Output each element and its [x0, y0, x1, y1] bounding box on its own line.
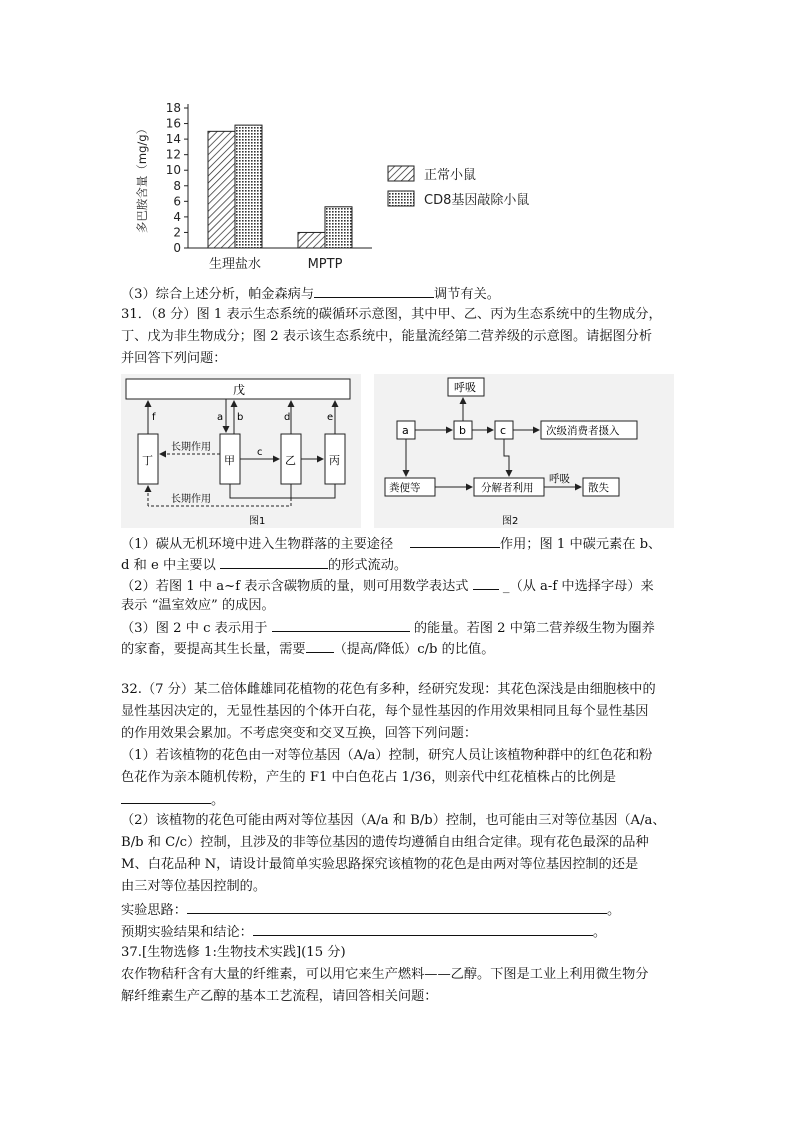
- label-wu: 戊: [233, 383, 246, 397]
- q31-p1b: 作用；图 1 中碳元素在 b、: [499, 537, 662, 552]
- q31-part3-b: [121, 639, 494, 659]
- label-bing: 丙: [329, 454, 340, 467]
- q3-text-a: （3）综合上述分析，帕金森病与: [121, 287, 315, 302]
- legend-swatch-normal: [388, 166, 414, 181]
- legend-label-cd8: CD8基因敲除小鼠: [424, 193, 530, 208]
- q32-line-5: 色花作为亲本随机传粉，产生的 F1 中白色花占 1/36，则亲代中红花植株占的比例是: [121, 770, 616, 785]
- long-term-label-1: 长期作用: [171, 442, 211, 453]
- q32-line-6: [121, 790, 224, 810]
- figure-1-caption: 图1: [249, 516, 266, 527]
- figure-1-carbon-cycle: [121, 374, 361, 528]
- q32-experiment-idea: [121, 900, 620, 920]
- q31-p3d: （提高/降低）c/b 的比值。: [333, 642, 495, 657]
- q32-l11e: 。: [606, 903, 621, 918]
- q31-part1-b: [121, 555, 407, 575]
- q32-l6: 。: [211, 793, 225, 808]
- q31-part2-a: [121, 576, 654, 596]
- q3-text-b: 调节有关。: [434, 287, 500, 302]
- label-ding: 丁: [142, 454, 153, 467]
- label-jia: 甲: [224, 454, 235, 467]
- arrow-label-a: a: [217, 412, 224, 423]
- arrow-label-c: c: [257, 447, 263, 458]
- y-tick-label: 8: [173, 178, 181, 193]
- y-tick-label: 2: [173, 225, 181, 240]
- y-axis-label: 多巴胺含量（mg/g）: [135, 122, 149, 234]
- arrow-label-b: b: [237, 412, 244, 423]
- q37-line-3: 解纤维素生产乙醇的基本工艺流程，请回答相关问题：: [121, 989, 438, 1004]
- label-resp-bottom: 呼吸: [549, 473, 570, 485]
- long-term-label-2: 长期作用: [171, 494, 211, 505]
- q37-title: 37.[生物选修 1:生物技术实践](15 分): [121, 945, 346, 960]
- y-tick-label: 0: [173, 241, 181, 255]
- q31-p3b: 的能量。若图 2 中第二营养级生物为圈养: [413, 621, 655, 636]
- q32-line-8: B/b 和 C/c）控制，且涉及的非等位基因的遗传均遵循自由组合定律。现有花色最深的品种: [121, 835, 649, 850]
- dopamine-bar-chart: [128, 100, 568, 280]
- q31-part3-a: [121, 618, 655, 638]
- q37-line-2: 农作物秸秆含有大量的纤维素，可以用它来生产燃料——乙醇。下图是工业上利用微生物分: [121, 967, 649, 982]
- answer-blank: [314, 284, 434, 298]
- q31-stem-3: 并回答下列问题：: [121, 351, 227, 366]
- legend-label-normal: 正常小鼠: [424, 168, 477, 183]
- q31-p2b: _（从 a-f 中选择字母）来: [502, 579, 654, 594]
- q32-line-7: （2）该植物的花色可能由两对等位基因（A/a 和 B/b）控制，也可能由三对等位基因（A/a、: [121, 813, 666, 828]
- label-feces: 粪便等: [389, 482, 421, 494]
- q32-line-1: 32.（7 分）某二倍体雌雄同花植物的花色有多种，经研究发现：其花色深浅是由细胞核中的: [121, 682, 656, 697]
- q32-line-3: 的作用效果会累加。不考虑突变和交叉互换，回答下列问题：: [121, 726, 478, 741]
- figure-2-caption: 图2: [502, 516, 519, 527]
- figure-2-energy-flow: [374, 374, 674, 528]
- answer-blank: [306, 639, 334, 653]
- q32-line-4: （1）若该植物的花色由一对等位基因（A/a）控制，研究人员让该植物种群中的红色花和粉: [121, 748, 653, 763]
- q30-part3: [121, 284, 500, 304]
- y-tick-label: 12: [165, 147, 181, 162]
- label-lost: 散失: [588, 482, 609, 494]
- bar-MPTP-CD8基因敲除小鼠: [325, 207, 352, 248]
- y-tick-label: 16: [165, 116, 181, 131]
- q31-p2a: （2）若图 1 中 a~f 表示含碳物质的量，则可用数学表达式: [121, 579, 469, 594]
- bar-生理盐水-正常小鼠: [208, 131, 235, 248]
- answer-blank: [220, 555, 328, 569]
- label-b: b: [459, 424, 466, 437]
- answer-blank: [272, 618, 410, 632]
- x-category-label: MPTP: [307, 257, 343, 272]
- legend-swatch-cd8: [388, 191, 414, 206]
- x-category-label: 生理盐水: [208, 257, 262, 272]
- arrow-label-e: e: [327, 412, 334, 423]
- answer-blank: [121, 790, 211, 804]
- label-a: a: [402, 424, 409, 437]
- q32-l12e: 。: [592, 925, 607, 940]
- q32-line-10: 由三对等位基因控制的。: [121, 879, 267, 894]
- q31-part1-a: [121, 534, 661, 554]
- y-tick-label: 18: [165, 101, 181, 115]
- label-decomposer: 分解者利用: [481, 482, 534, 494]
- q32-line-2: 显性基因决定的，无显性基因的个体开白花，每个显性基因的作用效果相同且每个显性基因: [121, 704, 649, 719]
- label-resp-top: 呼吸: [454, 381, 476, 394]
- q31-p1d: 的形式流动。: [327, 558, 408, 573]
- q31-part2-b: 表示 “温室效应” 的成因。: [121, 598, 275, 613]
- q31-stem-2: 丁、戊为非生物成分；图 2 表示该生态系统中，能量流经第二营养级的示意图。请据图分析: [121, 329, 653, 344]
- q31-p3c: 的家畜，要提高其生长量，需要: [121, 642, 306, 657]
- q31-p1a: （1）碳从无机环境中进入生物群落的主要途径: [121, 537, 394, 552]
- q32-expected-result: [121, 922, 606, 942]
- arrow-label-d: d: [284, 412, 291, 423]
- q32-l11: 实验思路：: [121, 903, 187, 918]
- arrow-label-f: f: [152, 412, 156, 423]
- label-yi: 乙: [285, 454, 296, 467]
- label-secondary-consumer: 次级消费者摄入: [546, 425, 620, 437]
- y-tick-label: 10: [165, 163, 181, 178]
- answer-blank: [253, 922, 593, 936]
- q31-p1c: d 和 e 中主要以: [121, 558, 216, 573]
- answer-blank: [187, 900, 607, 914]
- answer-blank: [473, 576, 499, 590]
- q31-stem-1: 31．（8 分）图 1 表示生态系统的碳循环示意图，其中甲、乙、丙为生态系统中的生物成分，: [121, 307, 662, 322]
- answer-blank: [410, 534, 500, 548]
- y-tick-label: 14: [165, 132, 181, 147]
- y-tick-label: 4: [173, 209, 181, 224]
- q32-line-9: M、白花品种 N，请设计最简单实验思路探究该植物的花色是由两对等位基因控制的还是: [121, 857, 639, 872]
- label-c: c: [500, 424, 507, 437]
- y-tick-label: 6: [173, 194, 181, 209]
- q32-l12: 预期实验结果和结论：: [121, 925, 253, 940]
- bar-MPTP-正常小鼠: [298, 232, 325, 248]
- q31-p3a: （3）图 2 中 c 表示用于: [121, 621, 268, 636]
- bar-生理盐水-CD8基因敲除小鼠: [235, 125, 262, 248]
